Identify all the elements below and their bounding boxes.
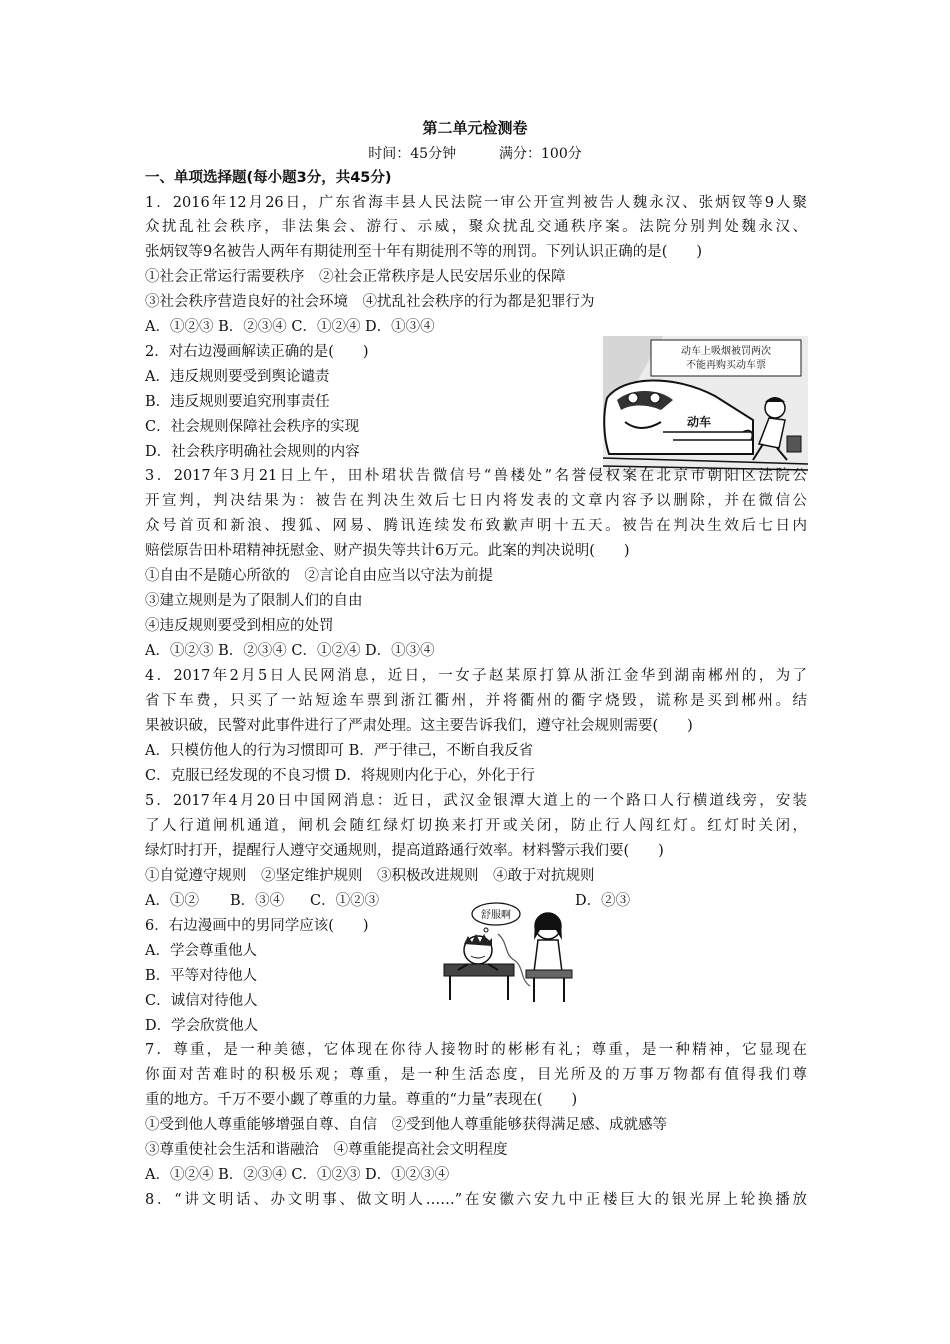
q6-option-d: D．学会欣赏他人: [145, 1018, 259, 1034]
q2-option-c: C．社会规则保障社会秩序的实现: [145, 419, 360, 435]
q3-stem-line4: 赔偿原告田朴珺精神抚慰金、财产损失等共计6万元。此案的判决说明( ): [145, 543, 630, 559]
page-title: 第二单元检测卷: [422, 119, 528, 137]
q7-statements-1: ①受到他人尊重能够增强自尊、自信 ②受到他人尊重能够获得满足感、成就感等: [145, 1117, 667, 1133]
exam-info: [0, 144, 950, 164]
full-score: 满分：100分: [499, 146, 582, 162]
q6-option-a: A．学会尊重他人: [145, 943, 257, 959]
q1-stem-line3: 张炳钗等9名被告人两年有期徒刑至十年有期徒刑不等的刑罚。下列认识正确的是( ): [145, 244, 703, 260]
cartoon-caption-line2: 不能再购买动车票: [686, 360, 766, 371]
q1-stem-line1: 1．2016年12月26日，广东省海丰县人民法院一审公开宣判被告人魏永汉、张炳钗等9人聚: [145, 195, 807, 211]
q4-options-ab: A．只模仿他人的行为习惯即可 B．严于律己，不断自我反省: [145, 743, 534, 759]
q4-options-cd: C．克服已经发现的不良习惯 D．将规则内化于心，外化于行: [145, 768, 535, 784]
classroom-cartoon: [438, 900, 573, 1004]
q5-option-b: B．③④: [230, 893, 285, 909]
q3-stem-line1: 3．2017年3月21日上午，田朴珺状告微信号“兽楼处”名誉侵权案在北京市朝阳区法院公: [145, 468, 807, 484]
q2-stem: 2．对右边漫画解读正确的是( ): [145, 344, 369, 360]
time-limit: 时间：45分钟: [368, 146, 457, 162]
q5-stem-line2: 了人行道闸机通道，闸机会随红绿灯切换来打开或关闭，防止行人闯红灯。红灯时关闭，: [145, 818, 807, 834]
q5-option-d: D．②③: [575, 893, 631, 909]
q2-option-a: A．违反规则要受到舆论谴责: [145, 369, 330, 385]
q7-statements-2: ③尊重使社会生活和谐融洽 ④尊重能提高社会文明程度: [145, 1142, 508, 1158]
q3-stem-line3: 众号首页和新浪、搜狐、网易、腾讯连续发布致歉声明十五天。被告在判决生效后七日内: [145, 518, 807, 534]
cartoon-caption-line1: 动车上吸烟被罚两次: [681, 346, 771, 357]
q1-statements-2: ③社会秩序营造良好的社会环境 ④扰乱社会秩序的行为都是犯罪行为: [145, 294, 595, 310]
q1-options: A．①②③ B．②③④ C．①②④ D．①③④: [145, 319, 435, 335]
q5-statements: ①自觉遵守规则 ②坚定维护规则 ③积极改进规则 ④敢于对抗规则: [145, 868, 595, 884]
q5-option-a: A．①②: [145, 893, 199, 909]
q4-stem-line3: 果被识破，民警对此事件进行了严肃处理。这主要告诉我们，遵守社会规则需要( ): [145, 718, 693, 734]
q6-stem: 6．右边漫画中的男同学应该( ): [145, 918, 369, 934]
q2-option-d: D．社会秩序明确社会规则的内容: [145, 444, 360, 460]
q7-options: A．①②④ B．②③④ C．①②③ D．①②③④: [145, 1167, 450, 1183]
q3-statements-2: ③建立规则是为了限制人们的自由: [145, 593, 363, 609]
q3-options: A．①②③ B．②③④ C．①②④ D．①③④: [145, 643, 435, 659]
q2-option-b: B．违反规则要追究刑事责任: [145, 394, 330, 410]
q5-option-c: C．①②③: [310, 893, 380, 909]
q5-stem-line1: 5．2017年4月20日中国网消息：近日，武汉金银潭大道上的一个路口人行横道线旁，安装: [145, 793, 807, 809]
q6-option-b: B．平等对待他人: [145, 968, 258, 984]
train-cartoon: [603, 336, 808, 474]
q8-stem-line1: 8．“讲文明话、办文明事、做文明人……”在安徽六安九中正楼巨大的银光屏上轮换播放: [145, 1192, 807, 1208]
q4-stem-line1: 4．2017年2月5日人民网消息，近日，一女子赵某原打算从浙江金华到湖南郴州的，为了: [145, 668, 807, 684]
q3-statements-3: ④违反规则要受到相应的处罚: [145, 618, 334, 634]
q1-statements-1: ①社会正常运行需要秩序 ②社会正常秩序是人民安居乐业的保障: [145, 269, 566, 285]
q3-statements-1: ①自由不是随心所欲的 ②言论自由应当以守法为前提: [145, 568, 493, 584]
speech-bubble-text: 舒服啊: [481, 910, 511, 921]
q5-stem-line3: 绿灯时打开，提醒行人遵守交通规则，提高道路通行效率。材料警示我们要( ): [145, 843, 664, 859]
q6-option-c: C．诚信对待他人: [145, 993, 258, 1009]
q1-stem-line2: 众扰乱社会秩序，非法集会、游行、示威，聚众扰乱交通秩序案。法院分别判处魏永汉、: [145, 219, 807, 235]
q7-stem-line1: 7．尊重，是一种美德，它体现在你待人接物时的彬彬有礼；尊重，是一种精神，它显现在: [145, 1042, 807, 1058]
section-heading: 一、单项选择题(每小题3分，共45分): [145, 170, 392, 186]
q4-stem-line2: 省下车费，只买了一站短途车票到浙江衢州，并将衢州的衢字烧毁，谎称是买到郴州。结: [145, 693, 807, 709]
q7-stem-line3: 重的地方。千万不要小觑了尊重的力量。尊重的“力量”表现在( ): [145, 1092, 578, 1108]
train-label: 动车: [687, 415, 712, 429]
q7-stem-line2: 你面对苦难时的积极乐观；尊重，是一种生活态度，目光所及的万事万物都有值得我们尊: [145, 1067, 807, 1083]
q3-stem-line2: 开宣判，判决结果为：被告在判决生效后七日内将发表的文章内容予以删除，并在微信公: [145, 493, 807, 509]
